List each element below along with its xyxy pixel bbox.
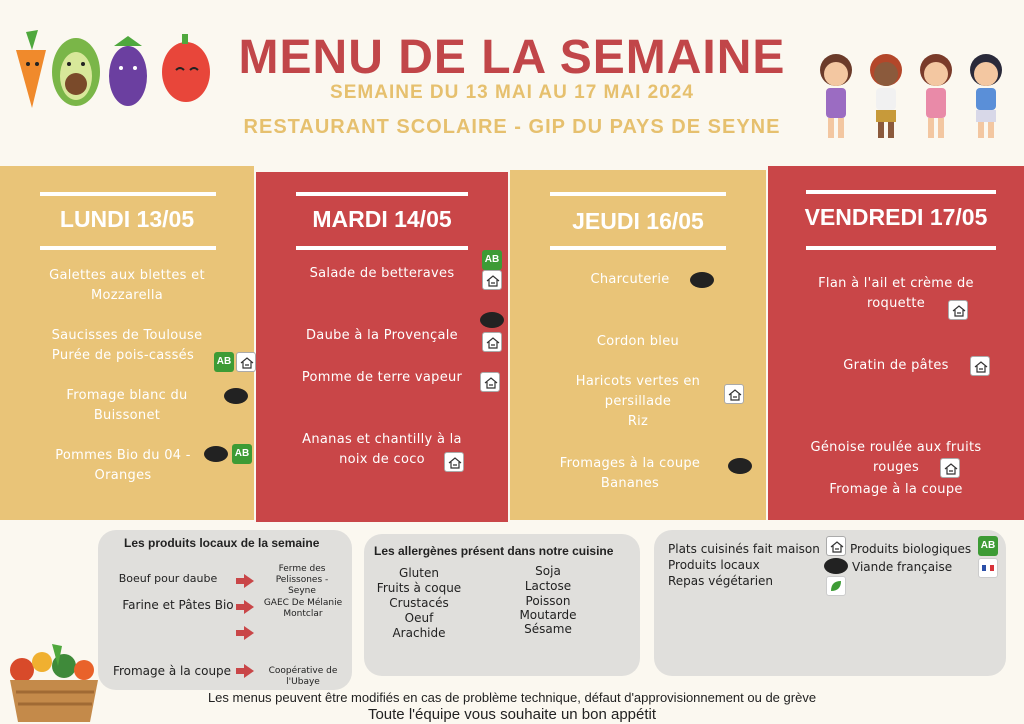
organic-icon: AB bbox=[232, 444, 252, 464]
divider bbox=[806, 246, 996, 250]
allergen-item: Poisson bbox=[525, 594, 571, 608]
allergens-title: Les allergènes présent dans notre cuisine bbox=[374, 544, 614, 558]
dish-line: Daube à la Provençale bbox=[306, 328, 458, 343]
divider bbox=[40, 192, 216, 196]
dish-line: roquette bbox=[866, 296, 926, 311]
divider bbox=[296, 246, 468, 250]
french-meat-icon bbox=[978, 558, 998, 578]
homemade-icon bbox=[236, 352, 256, 372]
homemade-icon bbox=[970, 356, 990, 376]
divider bbox=[40, 246, 216, 250]
legend-vegetarian-label: Repas végétarien bbox=[668, 574, 774, 588]
divider bbox=[296, 192, 468, 196]
allergen-item: Soja bbox=[535, 564, 561, 578]
homemade-icon bbox=[724, 384, 744, 404]
child-icon bbox=[920, 54, 952, 138]
dish-line: Flan à l'ail et crème de bbox=[818, 276, 974, 291]
legend-organic-label: Produits biologiques bbox=[850, 542, 972, 556]
dish-line: Fromage blanc du bbox=[66, 388, 188, 403]
dish-line: Fromage à la coupe bbox=[829, 482, 963, 497]
local-product-icon bbox=[728, 458, 752, 474]
local-product-icon bbox=[224, 388, 248, 404]
avocado-icon bbox=[52, 38, 100, 106]
child-icon bbox=[870, 54, 902, 138]
local-product-icon bbox=[480, 312, 504, 328]
arrow-right-icon bbox=[244, 626, 254, 640]
divider bbox=[550, 246, 726, 250]
local-product-icon bbox=[204, 446, 228, 462]
allergens-box bbox=[364, 534, 640, 676]
legend-local-label: Produits locaux bbox=[668, 558, 760, 572]
dish-line: Salade de betteraves bbox=[309, 266, 455, 281]
local-producer-name: Ferme des Pelissones - Seyne bbox=[275, 564, 329, 596]
dish-line: Pomme de terre vapeur bbox=[301, 370, 463, 385]
arrow-right-icon bbox=[244, 600, 254, 614]
dish-line: Saucisses de Toulouse bbox=[51, 328, 203, 343]
homemade-icon bbox=[482, 270, 502, 290]
day-title: LUNDI 13/05 bbox=[59, 206, 195, 232]
page-title: MENU DE LA SEMAINE bbox=[238, 31, 786, 84]
dish-line: Charcuterie bbox=[590, 272, 670, 287]
dish-line: Riz bbox=[627, 414, 649, 429]
day-title: JEUDI 16/05 bbox=[572, 208, 704, 234]
child-icon bbox=[970, 54, 1002, 138]
day-title: VENDREDI 17/05 bbox=[804, 204, 988, 230]
homemade-icon bbox=[482, 332, 502, 352]
organic-icon: AB bbox=[978, 536, 998, 556]
homemade-icon bbox=[948, 300, 968, 320]
allergen-item: Sésame bbox=[524, 622, 572, 636]
allergen-item: Gluten bbox=[399, 566, 439, 580]
dish-line: Mozzarella bbox=[90, 288, 164, 303]
dish-line: Gratin de pâtes bbox=[843, 358, 949, 373]
children-illustration bbox=[806, 48, 1016, 144]
allergen-item: Moutarde bbox=[519, 608, 577, 622]
local-products-box bbox=[98, 530, 352, 690]
local-products-title: Les produits locaux de la semaine bbox=[124, 536, 320, 550]
vegetables-illustration bbox=[6, 22, 216, 110]
arrow-right-icon bbox=[244, 574, 254, 588]
homemade-icon bbox=[940, 458, 960, 478]
dish-line: Oranges bbox=[94, 468, 152, 483]
allergen-item: Oeuf bbox=[404, 611, 434, 625]
dish-line: persillade bbox=[604, 394, 672, 409]
local-producer-name: GAEC De Mélanie Montclar bbox=[263, 598, 343, 619]
allergen-item: Lactose bbox=[524, 579, 572, 593]
divider bbox=[806, 190, 996, 194]
eggplant-icon bbox=[109, 36, 147, 106]
carrot-icon bbox=[16, 30, 46, 108]
dish-line: noix de coco bbox=[339, 452, 425, 467]
local-product-name: Boeuf pour daube bbox=[118, 572, 218, 585]
legend-box bbox=[654, 530, 1006, 676]
homemade-icon bbox=[444, 452, 464, 472]
local-product-icon bbox=[824, 558, 848, 574]
local-product-icon bbox=[690, 272, 714, 288]
pepper-icon bbox=[162, 34, 210, 102]
dish-line: Cordon bleu bbox=[596, 334, 680, 349]
day-column-monday bbox=[0, 166, 254, 520]
dish-line: Ananas et chantilly à la bbox=[302, 432, 462, 447]
allergen-item: Fruits à coque bbox=[376, 581, 462, 595]
homemade-icon bbox=[826, 536, 846, 556]
child-icon bbox=[820, 54, 852, 138]
day-column-friday bbox=[768, 166, 1024, 520]
divider bbox=[550, 192, 726, 196]
organic-icon: AB bbox=[214, 352, 234, 372]
dish-line: Galettes aux blettes et bbox=[49, 268, 205, 283]
disclaimer-text: Les menus peuvent être modifiés en cas de problème technique, défaut d'approvisionnement ou de grève bbox=[207, 690, 817, 705]
local-producer-name: Coopérative de l'Ubaye bbox=[268, 666, 338, 687]
day-title: MARDI 14/05 bbox=[312, 206, 452, 232]
dish-line: Purée de pois-cassés bbox=[51, 348, 195, 363]
dish-line: Bananes bbox=[600, 476, 660, 491]
local-product-name: Fromage à la coupe bbox=[112, 664, 232, 678]
allergen-item: Crustacés bbox=[389, 596, 449, 610]
homemade-icon bbox=[480, 372, 500, 392]
legend-french-meat-label: Viande française bbox=[852, 560, 953, 574]
dish-line: Haricots vertes en bbox=[575, 374, 701, 389]
dish-line: Génoise roulée aux fruits bbox=[810, 440, 982, 455]
day-column-tuesday bbox=[256, 172, 508, 522]
week-subtitle: SEMAINE DU 13 MAI AU 17 MAI 2024 bbox=[330, 82, 694, 103]
bon-appetit-text: Toute l'équipe vous souhaite un bon appétit bbox=[367, 706, 657, 723]
dish-line: Pommes Bio du 04 - bbox=[55, 448, 191, 463]
vegetarian-leaf-icon bbox=[826, 576, 846, 596]
dish-line: Buissonet bbox=[93, 408, 161, 423]
arrow-right-icon bbox=[244, 664, 254, 678]
dish-line: rouges bbox=[872, 460, 920, 475]
legend-homemade-label: Plats cuisinés fait maison bbox=[668, 542, 820, 556]
organic-icon: AB bbox=[482, 250, 502, 270]
day-column-thursday bbox=[510, 170, 766, 520]
dish-line: Fromages à la coupe bbox=[559, 456, 701, 471]
restaurant-subtitle: RESTAURANT SCOLAIRE - GIP DU PAYS DE SEYNE bbox=[243, 116, 781, 138]
local-product-name: Farine et Pâtes Bio bbox=[122, 598, 234, 612]
allergen-item: Arachide bbox=[392, 626, 446, 640]
